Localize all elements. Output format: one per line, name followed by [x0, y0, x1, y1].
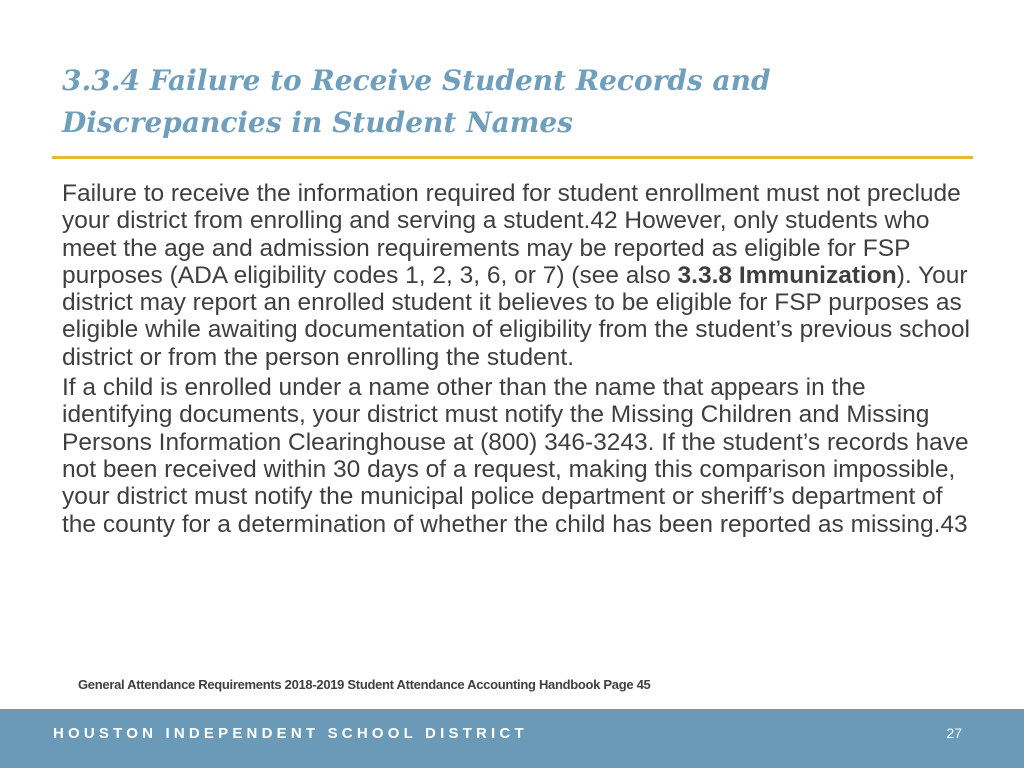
title-divider [52, 156, 973, 159]
footer-organization: HOUSTON INDEPENDENT SCHOOL DISTRICT [53, 725, 528, 742]
footer-band [0, 709, 1024, 768]
body-paragraph-1 [62, 180, 972, 371]
immunization-reference: 3.3.8 Immunization [677, 261, 897, 289]
page-number: 27 [946, 725, 962, 741]
body-paragraph-2: If a child is enrolled under a name other than the name that appears in the identifying documents, your district must notify the Missing Children and Missing Persons Information Clearinghouse at (800) 346-3243. If the student’s records have not been received within 30 days of a request, making this comparison impossible, your district must notify the municipal police department or sheriff’s department of the county for a determination of whether the child has been reported as missing.43 [62, 374, 969, 538]
slide-title: 3.3.4 Failure to Receive Student Records and Discrepancies in Student Names [62, 64, 771, 139]
slide-body [62, 180, 972, 541]
paragraph-1-text-before: Failure to receive the information required for student enrollment must not preclude your district from enrolling and serving a student.42 However, only students who meet the age and admission requirements may be reported as eligible for FSP purposes (ADA eligibility codes 1, 2, 3, 6, or 7) (see also [62, 180, 961, 289]
source-citation: General Attendance Requirements 2018-2019 Student Attendance Accounting Handbook Page 45 [78, 677, 651, 692]
paragraph-1-text-after: ). Your district may report an enrolled student it believes to be eligible for FSP purposes as eligible while awaiting documentation of eligibility from the student’s previous school district or from the person enrolling the student. [62, 261, 970, 371]
